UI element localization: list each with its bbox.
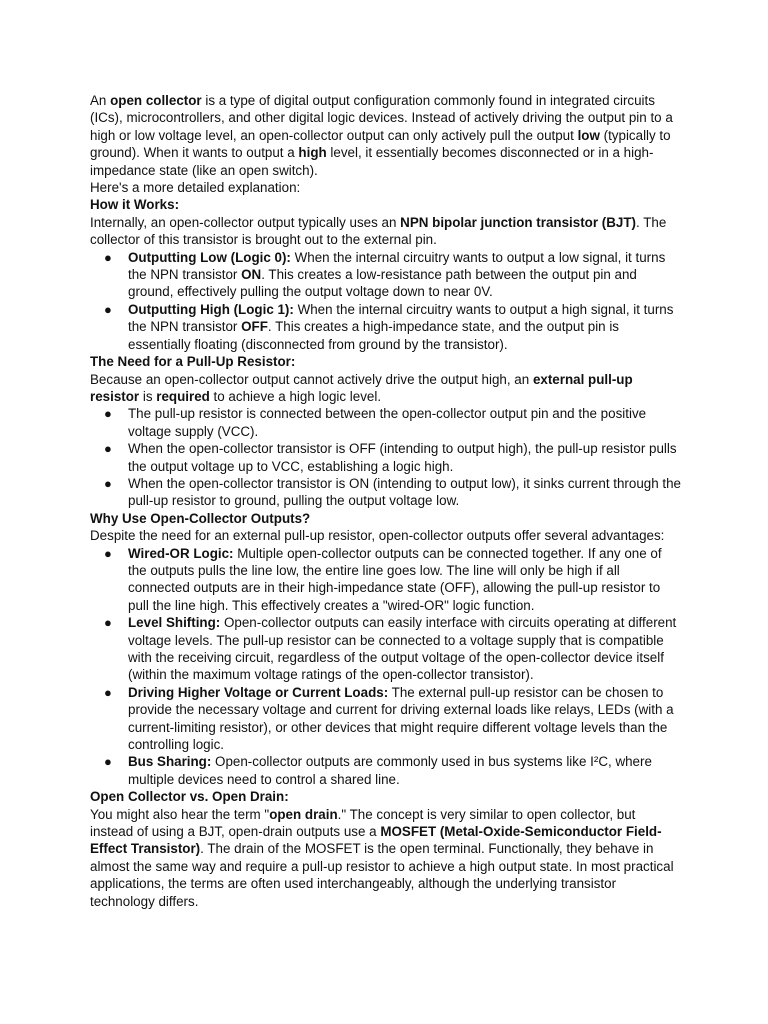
bold-text: Driving Higher Voltage or Current Loads: [128, 684, 389, 700]
bullet-icon: ● [104, 684, 112, 700]
bold-text: open drain [269, 806, 338, 822]
bold-text: required [156, 388, 210, 404]
intro-paragraph: An open collector is a type of digital output configuration commonly found in integrated circuits (ICs), microcontrollers, and other digital logic devices. Instead of actively driving the output pin to a high or low voltage level, an open-collector output can only actively pull the output low (typically to ground). When it wants to output a high level, it essentially becomes disconnected or in a high-impedance state (like an open switch). [90, 93, 673, 178]
list-item: ● Wired-OR Logic: Multiple open-collector outputs can be connected together. If any one of the outputs pulls the line low, the entire line goes low. The line will only be high if all connected outputs are in their high-impedance state (OFF), allowing the pull-up resistor to pull the line high. This effectively creates a "wired-OR" logic function. [104, 545, 662, 613]
bullet-icon: ● [104, 615, 112, 631]
advantages-list [90, 545, 682, 789]
bold-text: Bus Sharing: [128, 754, 212, 770]
bullet-icon: ● [104, 754, 112, 770]
why-use-paragraph: Despite the need for an external pull-up resistor, open-collector outputs offer several advantages: [90, 528, 665, 544]
bold-text: external pull-up resistor [90, 371, 633, 404]
bullet-icon: ● [104, 441, 112, 457]
bullet-icon: ● [104, 475, 112, 491]
bold-text: Outputting Low (Logic 0): [128, 249, 291, 265]
heading-how-it-works: How it Works: [90, 197, 180, 213]
list-item: ● Outputting Low (Logic 0): When the internal circuitry wants to output a low signal, it turns the NPN transistor ON. This creates a low-resistance path between the output pin and ground, effectively pulling the output voltage down to near 0V. [104, 249, 666, 300]
how-it-works-list [90, 249, 682, 353]
list-item: ● When the open-collector transistor is ON (intending to output low), it sinks current through the pull-up resistor to ground, pulling the output voltage low. [104, 475, 682, 509]
list-item: ● Bus Sharing: Open-collector outputs are commonly used in bus systems like I²C, where multiple devices need to control a shared line. [104, 754, 652, 787]
bold-text: MOSFET (Metal-Oxide-Semiconductor Field-Effect Transistor) [90, 824, 662, 857]
heading-open-drain: Open Collector vs. Open Drain: [90, 789, 289, 805]
list-item: ● Driving Higher Voltage or Current Loads: The external pull-up resistor can be chosen to provide the necessary voltage and current for driving external loads like relays, LEDs (with a current-limiting resistor), or other devices that might require different voltage levels than the controlling logic. [104, 684, 674, 753]
bold-text: Outputting High (Logic 1): [128, 301, 294, 317]
explanation-lead: Here's a more detailed explanation: [90, 180, 301, 196]
how-it-works-paragraph: Internally, an open-collector output typically uses an NPN bipolar junction transistor (BJT). The collector of this transistor is brought out to the external pin. [90, 214, 667, 248]
bullet-icon: ● [104, 545, 112, 561]
list-item: ● Level Shifting: Open-collector outputs can easily interface with circuits operating at different voltage levels. The pull-up resistor can be connected to a voltage supply that is compatible with the receiving circuit, regardless of the output voltage of the open-collector device itself (within the maximum voltage ratings of the open-collector transistor). [104, 615, 677, 683]
heading-pull-up: The Need for a Pull-Up Resistor: [90, 354, 296, 370]
bold-text: low [577, 127, 600, 143]
open-drain-paragraph: You might also hear the term "open drain." The concept is very similar to open collector, but instead of using a BJT, open-drain outputs use a MOSFET (Metal-Oxide-Semiconductor Field-Effect Transistor). The drain of the MOSFET is the open terminal. Functionally, they behave in almost the same way and require a pull-up resistor to achieve a high output state. In most practical applications, the terms are often used interchangeably, although the underlying transistor technology differs. [90, 806, 674, 909]
bold-text: open collector [110, 93, 202, 108]
bold-text: NPN bipolar junction transistor (BJT) [400, 214, 636, 230]
list-item: ● Outputting High (Logic 1): When the internal circuitry wants to output a high signal, it turns the NPN transistor OFF. This creates a high-impedance state, and the output pin is essentially floating (disconnected from ground by the transistor). [104, 301, 674, 352]
list-item: ● The pull-up resistor is connected between the open-collector output pin and the positive voltage supply (VCC). [104, 406, 647, 439]
bold-text: OFF [241, 319, 268, 335]
bold-text: high [298, 145, 327, 161]
list-item: ● When the open-collector transistor is OFF (intending to output high), the pull-up resistor pulls the output voltage up to VCC, establishing a logic high. [104, 441, 677, 474]
pull-up-paragraph: Because an open-collector output cannot actively drive the output high, an external pull-up resistor is required to achieve a high logic level. [90, 371, 633, 404]
heading-why-use: Why Use Open-Collector Outputs? [90, 510, 311, 526]
bold-text: ON [241, 267, 262, 283]
bullet-icon: ● [104, 406, 112, 422]
bullet-icon: ● [104, 301, 112, 317]
bullet-icon: ● [104, 249, 112, 265]
bold-text: Wired-OR Logic: [128, 545, 234, 561]
pull-up-list [90, 405, 682, 509]
bold-text: Level Shifting: [128, 615, 221, 631]
